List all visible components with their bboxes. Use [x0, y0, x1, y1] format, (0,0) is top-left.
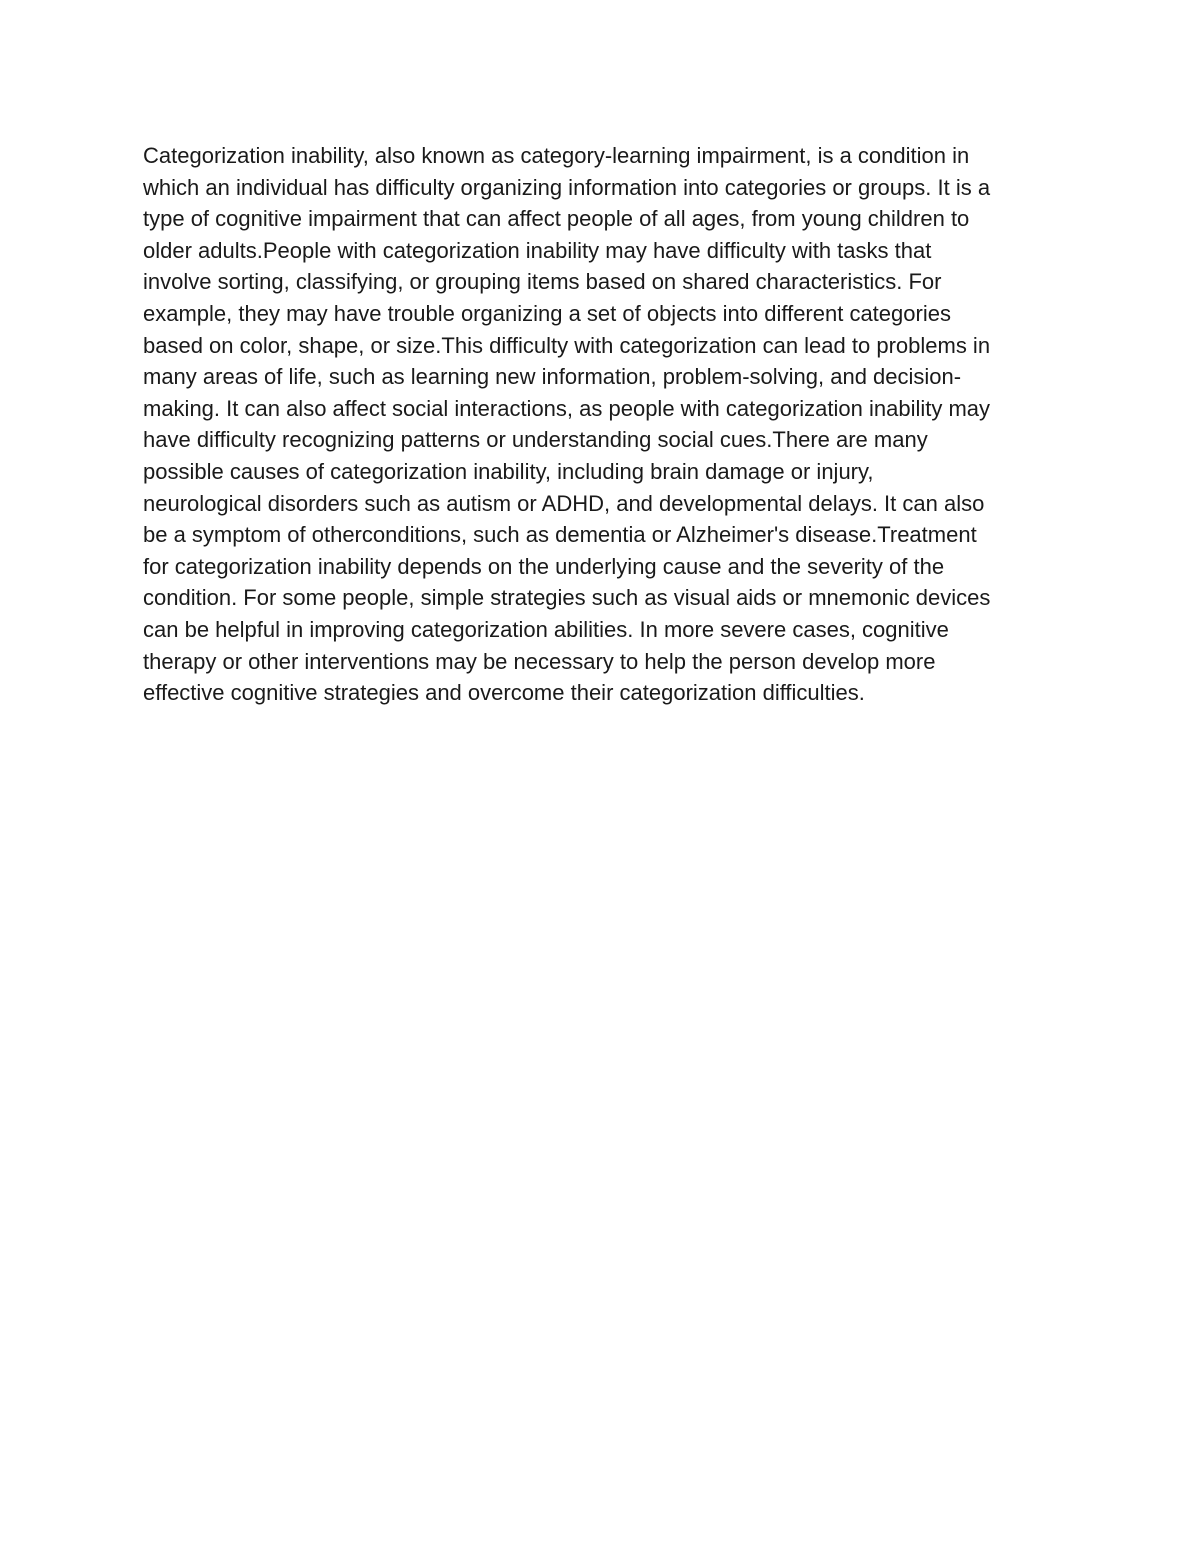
paragraph-line: condition. For some people, simple strategies such as visual aids or mnemonic devices — [143, 585, 991, 611]
paragraph-line: neurological disorders such as autism or ADHD, and developmental delays. It can also — [143, 490, 985, 516]
paragraph-line: example, they may have trouble organizing a set of objects into different categories — [143, 300, 951, 326]
paragraph-line: therapy or other interventions may be necessary to help the person develop more — [143, 648, 936, 674]
body-paragraph — [143, 140, 1073, 709]
paragraph-line: involve sorting, classifying, or grouping items based on shared characteristics. For — [143, 269, 942, 295]
paragraph-line: possible causes of categorization inability, including brain damage or injury, — [143, 458, 874, 484]
paragraph-line: many areas of life, such as learning new information, problem-solving, and decision- — [143, 364, 962, 390]
paragraph-line: type of cognitive impairment that can affect people of all ages, from young children to — [143, 206, 970, 232]
paragraph-line: be a symptom of otherconditions, such as dementia or Alzheimer's disease.Treatment — [143, 522, 977, 548]
paragraph-line: for categorization inability depends on the underlying cause and the severity of the — [143, 553, 945, 579]
paragraph-line: have difficulty recognizing patterns or understanding social cues.There are many — [143, 427, 928, 453]
paragraph-line: older adults.People with categorization inability may have difficulty with tasks that — [143, 237, 932, 263]
paragraph-line: can be helpful in improving categorization abilities. In more severe cases, cognitive — [143, 616, 949, 642]
paragraph-line: effective cognitive strategies and overcome their categorization difficulties. — [143, 680, 865, 706]
paragraph-line: which an individual has difficulty organizing information into categories or groups. It is a — [143, 174, 991, 200]
paragraph-line: making. It can also affect social interactions, as people with categorization inability may — [143, 395, 991, 421]
paragraph-line: based on color, shape, or size.This difficulty with categorization can lead to problems in — [143, 332, 991, 358]
paragraph-line: Categorization inability, also known as category-learning impairment, is a condition in — [143, 143, 970, 168]
